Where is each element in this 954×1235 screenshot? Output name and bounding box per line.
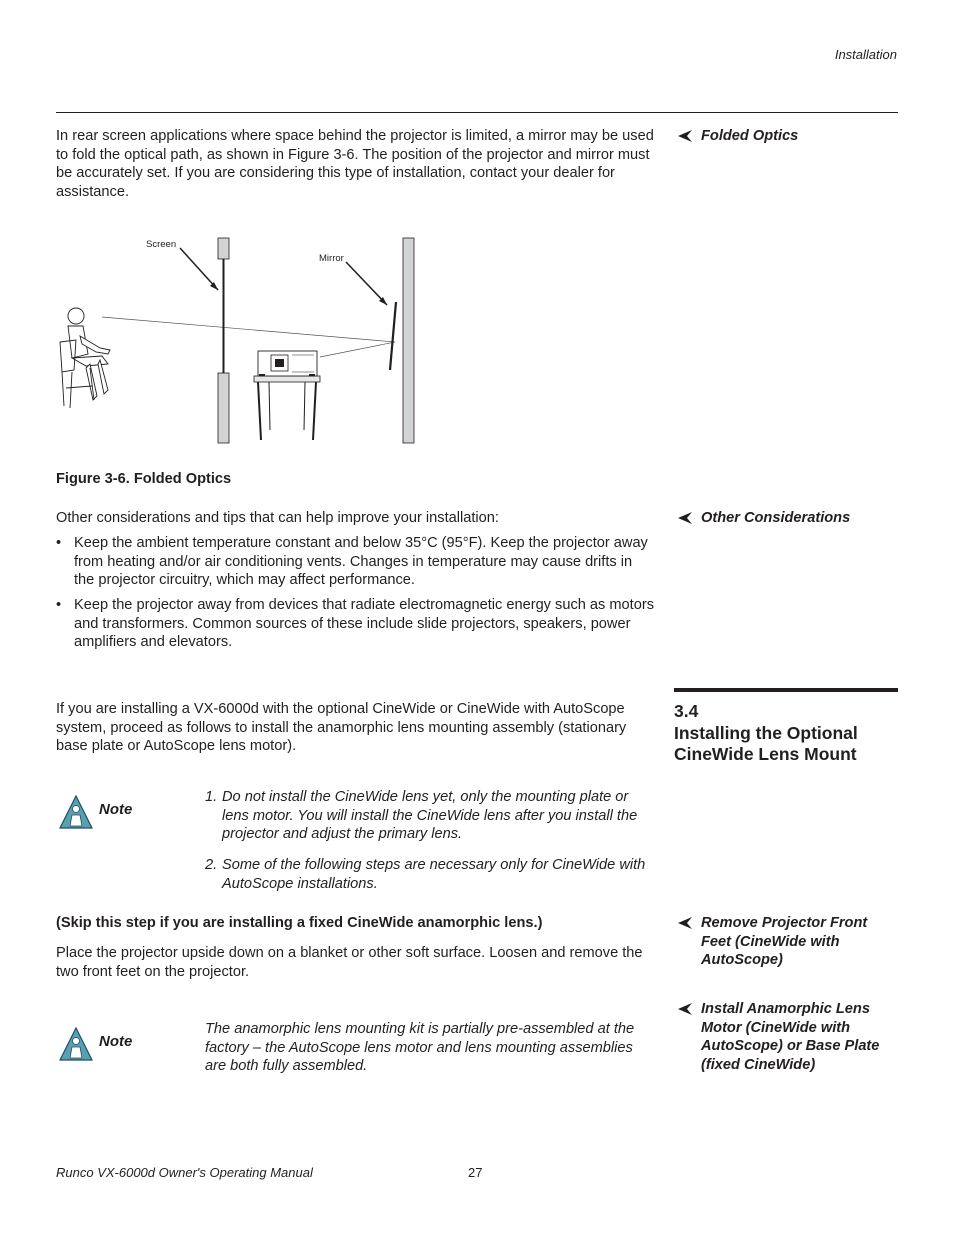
side-heading-text: Other Considerations [701, 510, 851, 526]
footer-manual-title: Runco VX-6000d Owner's Operating Manual [56, 1165, 313, 1180]
note-item-number: 1. [205, 789, 218, 805]
note-item [205, 788, 655, 844]
note-icon [59, 1027, 93, 1061]
page-number: 27 [468, 1165, 483, 1180]
arrow-icon [678, 1003, 692, 1015]
folded-optics-paragraph: In rear screen applications where space behind the projector is limited, a mirror may be used to fold the optical path, as shown in Figure 3-6. The position of the projector and mirror must be accurately set. If you are considering this type of installation, contact your dealer for assistance. [56, 128, 654, 200]
section-rule [674, 688, 898, 692]
list-item-text: Keep the ambient temperature constant and below 35°C (95°F). Keep the projector away from heating and/or air conditioning vents. Changes in temperature may cause drifts in the projector circuitry, which may affect performance. [74, 535, 648, 589]
bullet-icon: • [56, 535, 62, 551]
note-icon [59, 795, 93, 829]
list-item [56, 534, 656, 590]
section-title-line2: CineWide Lens Mount [674, 744, 857, 764]
arrow-icon [678, 512, 692, 524]
skip-step-instruction: (Skip this step if you are installing a fixed CineWide anamorphic lens.) [56, 915, 543, 931]
note-item-number: 2. [205, 857, 218, 873]
side-heading-remove-feet [678, 914, 898, 970]
list-item [56, 596, 656, 652]
bullet-icon: • [56, 597, 62, 613]
header-rule [56, 112, 898, 113]
note-item-text: Some of the following steps are necessary only for CineWide with AutoScope installations. [222, 857, 646, 892]
side-heading-text: Install Anamorphic Lens Motor (CineWide with AutoScope) or Base Plate (fixed CineWide) [701, 1001, 880, 1073]
arrow-icon [678, 917, 692, 929]
list-item-text: Keep the projector away from devices that radiate electromagnetic energy such as motors and transformers. Common sources of these include slide projectors, speakers, power amplifiers and elevators. [74, 597, 654, 651]
side-heading-other-considerations [678, 509, 898, 528]
figure-label-mirror: Mirror [319, 253, 344, 264]
section-title-line1: Installing the Optional [674, 722, 858, 743]
running-header: Installation [834, 47, 897, 62]
figure-caption: Figure 3-6. Folded Optics [56, 471, 232, 487]
note-label: Note [99, 801, 133, 818]
arrow-icon [678, 130, 692, 142]
side-heading-install-motor [678, 1000, 898, 1074]
side-heading-text: Remove Projector Front Feet (CineWide with AutoScope) [701, 915, 868, 969]
side-heading-folded-optics [678, 127, 898, 146]
note-item [205, 856, 655, 893]
figure-label-screen: Screen [146, 239, 177, 250]
section-heading [674, 701, 898, 766]
remove-feet-paragraph: Place the projector upside down on a blanket or other soft surface. Loosen and remove the two front feet on the projector. [56, 945, 643, 980]
folded-optics-figure [50, 230, 430, 450]
side-heading-text: Folded Optics [701, 128, 799, 144]
seated-viewer-icon [60, 308, 110, 408]
other-considerations-intro: Other considerations and tips that can help improve your installation: [56, 510, 499, 526]
note-item-text: Do not install the CineWide lens yet, only the mounting plate or lens motor. You will install the CineWide lens after you install the projector and adjust the primary lens. [222, 789, 638, 843]
section-number: 3.4 [674, 701, 699, 721]
note-label: Note [99, 1033, 133, 1050]
note-text: The anamorphic lens mounting kit is partially pre-assembled at the factory – the AutoScope lens motor and lens mounting assemblies are both fully assembled. [205, 1021, 635, 1075]
section-intro-paragraph: If you are installing a VX-6000d with the optional CineWide or CineWide with AutoScope system, proceed as follows to install the anamorphic lens mounting assembly (stationary base plate or AutoScope lens motor). [56, 701, 627, 755]
